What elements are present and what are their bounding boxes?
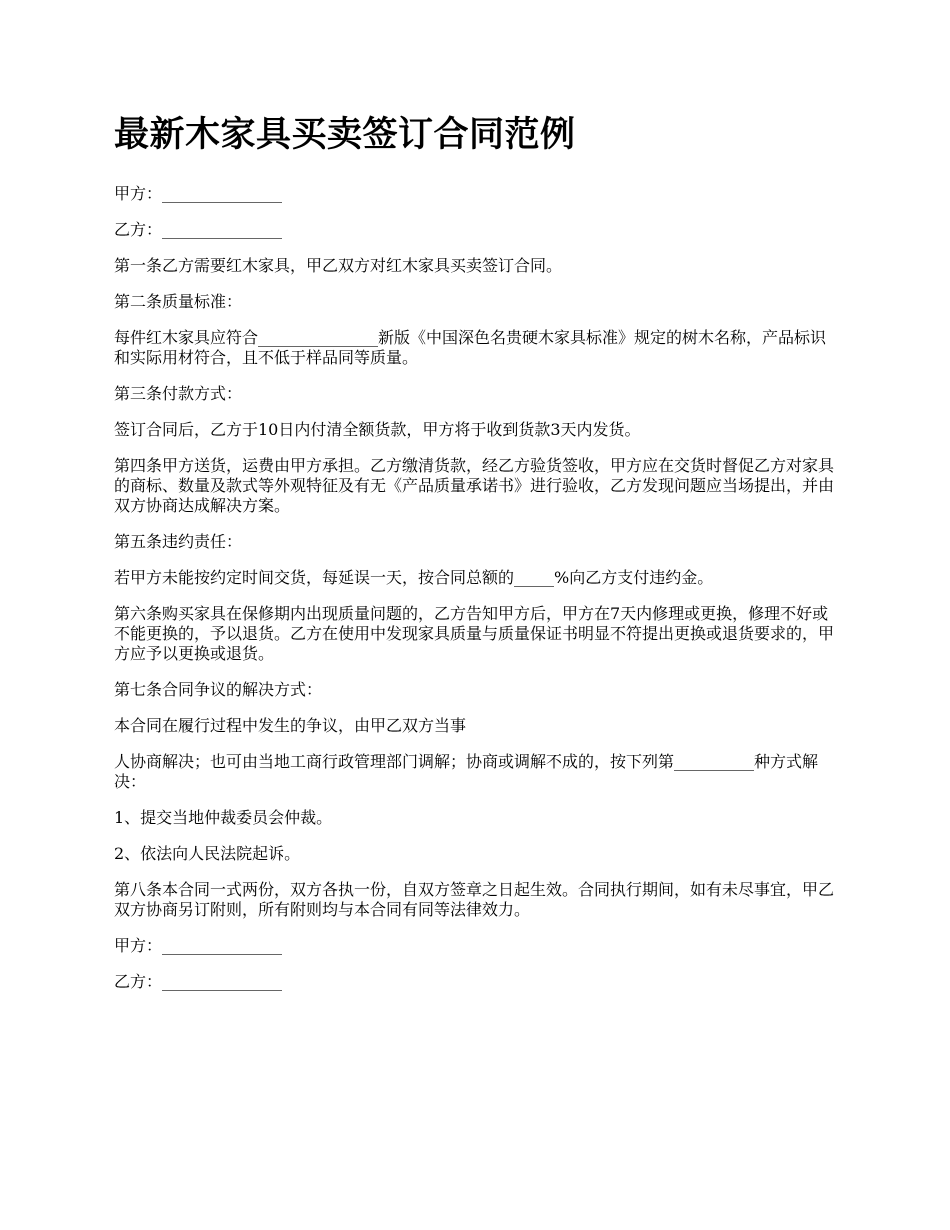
article-7-body-part2: 人协商解决；也可由当地工商行政管理部门调解；协商或调解不成的，按下列第__________种方式解决：	[114, 752, 819, 791]
article-6: 第六条购买家具在保修期内出现质量问题的，乙方告知甲方后，甲方在7天内修理或更换，修理不好或不能更换的，予以退货。乙方在使用中发现家具质量与质量保证书明显不符提出更换或退货要求的，甲方应予以更换或退货。	[114, 604, 835, 663]
article-7-heading: 第七条合同争议的解决方式：	[114, 680, 323, 699]
article-7-body-part1: 本合同在履行过程中发生的争议，由甲乙双方当事	[114, 716, 467, 735]
party-b-line: 乙方：_______________	[114, 220, 283, 239]
article-3-body: 签订合同后，乙方于10日内付清全额货款，甲方将于收到货款3天内发货。	[114, 420, 641, 439]
article-5-heading: 第五条违约责任：	[114, 532, 243, 551]
article-2-heading: 第二条质量标准：	[114, 292, 243, 311]
dispute-option-1: 1、提交当地仲裁委员会仲裁。	[114, 808, 333, 827]
dispute-option-2: 2、依法向人民法院起诉。	[114, 844, 301, 863]
signature-party-b: 乙方：_______________	[114, 972, 283, 991]
article-3-heading: 第三条付款方式：	[114, 384, 243, 403]
article-1: 第一条乙方需要红木家具，甲乙双方对红木家具买卖签订合同。	[114, 256, 563, 275]
article-4: 第四条甲方送货，运费由甲方承担。乙方缴清货款，经乙方验货签收，甲方应在交货时督促乙方对家具的商标、数量及款式等外观特征及有无《产品质量承诺书》进行验收，乙方发现问题应当场提出，并由双方协商达成解决方案。	[114, 456, 835, 515]
article-2-body: 每件红木家具应符合_______________新版《中国深色名贵硬木家具标准》规定的树木名称，产品标识和实际用材符合，且不低于样品同等质量。	[114, 328, 827, 367]
party-a-line: 甲方：_______________	[114, 184, 283, 203]
article-8: 第八条本合同一式两份，双方各执一份，自双方签章之日起生效。合同执行期间，如有未尽事宜，甲乙双方协商另订附则，所有附则均与本合同有同等法律效力。	[114, 880, 835, 919]
article-5-body: 若甲方未能按约定时间交货，每延误一天，按合同总额的_____%向乙方支付违约金。	[114, 568, 714, 587]
document-title: 最新木家具买卖签订合同范例	[114, 114, 576, 155]
signature-party-a: 甲方：_______________	[114, 936, 283, 955]
